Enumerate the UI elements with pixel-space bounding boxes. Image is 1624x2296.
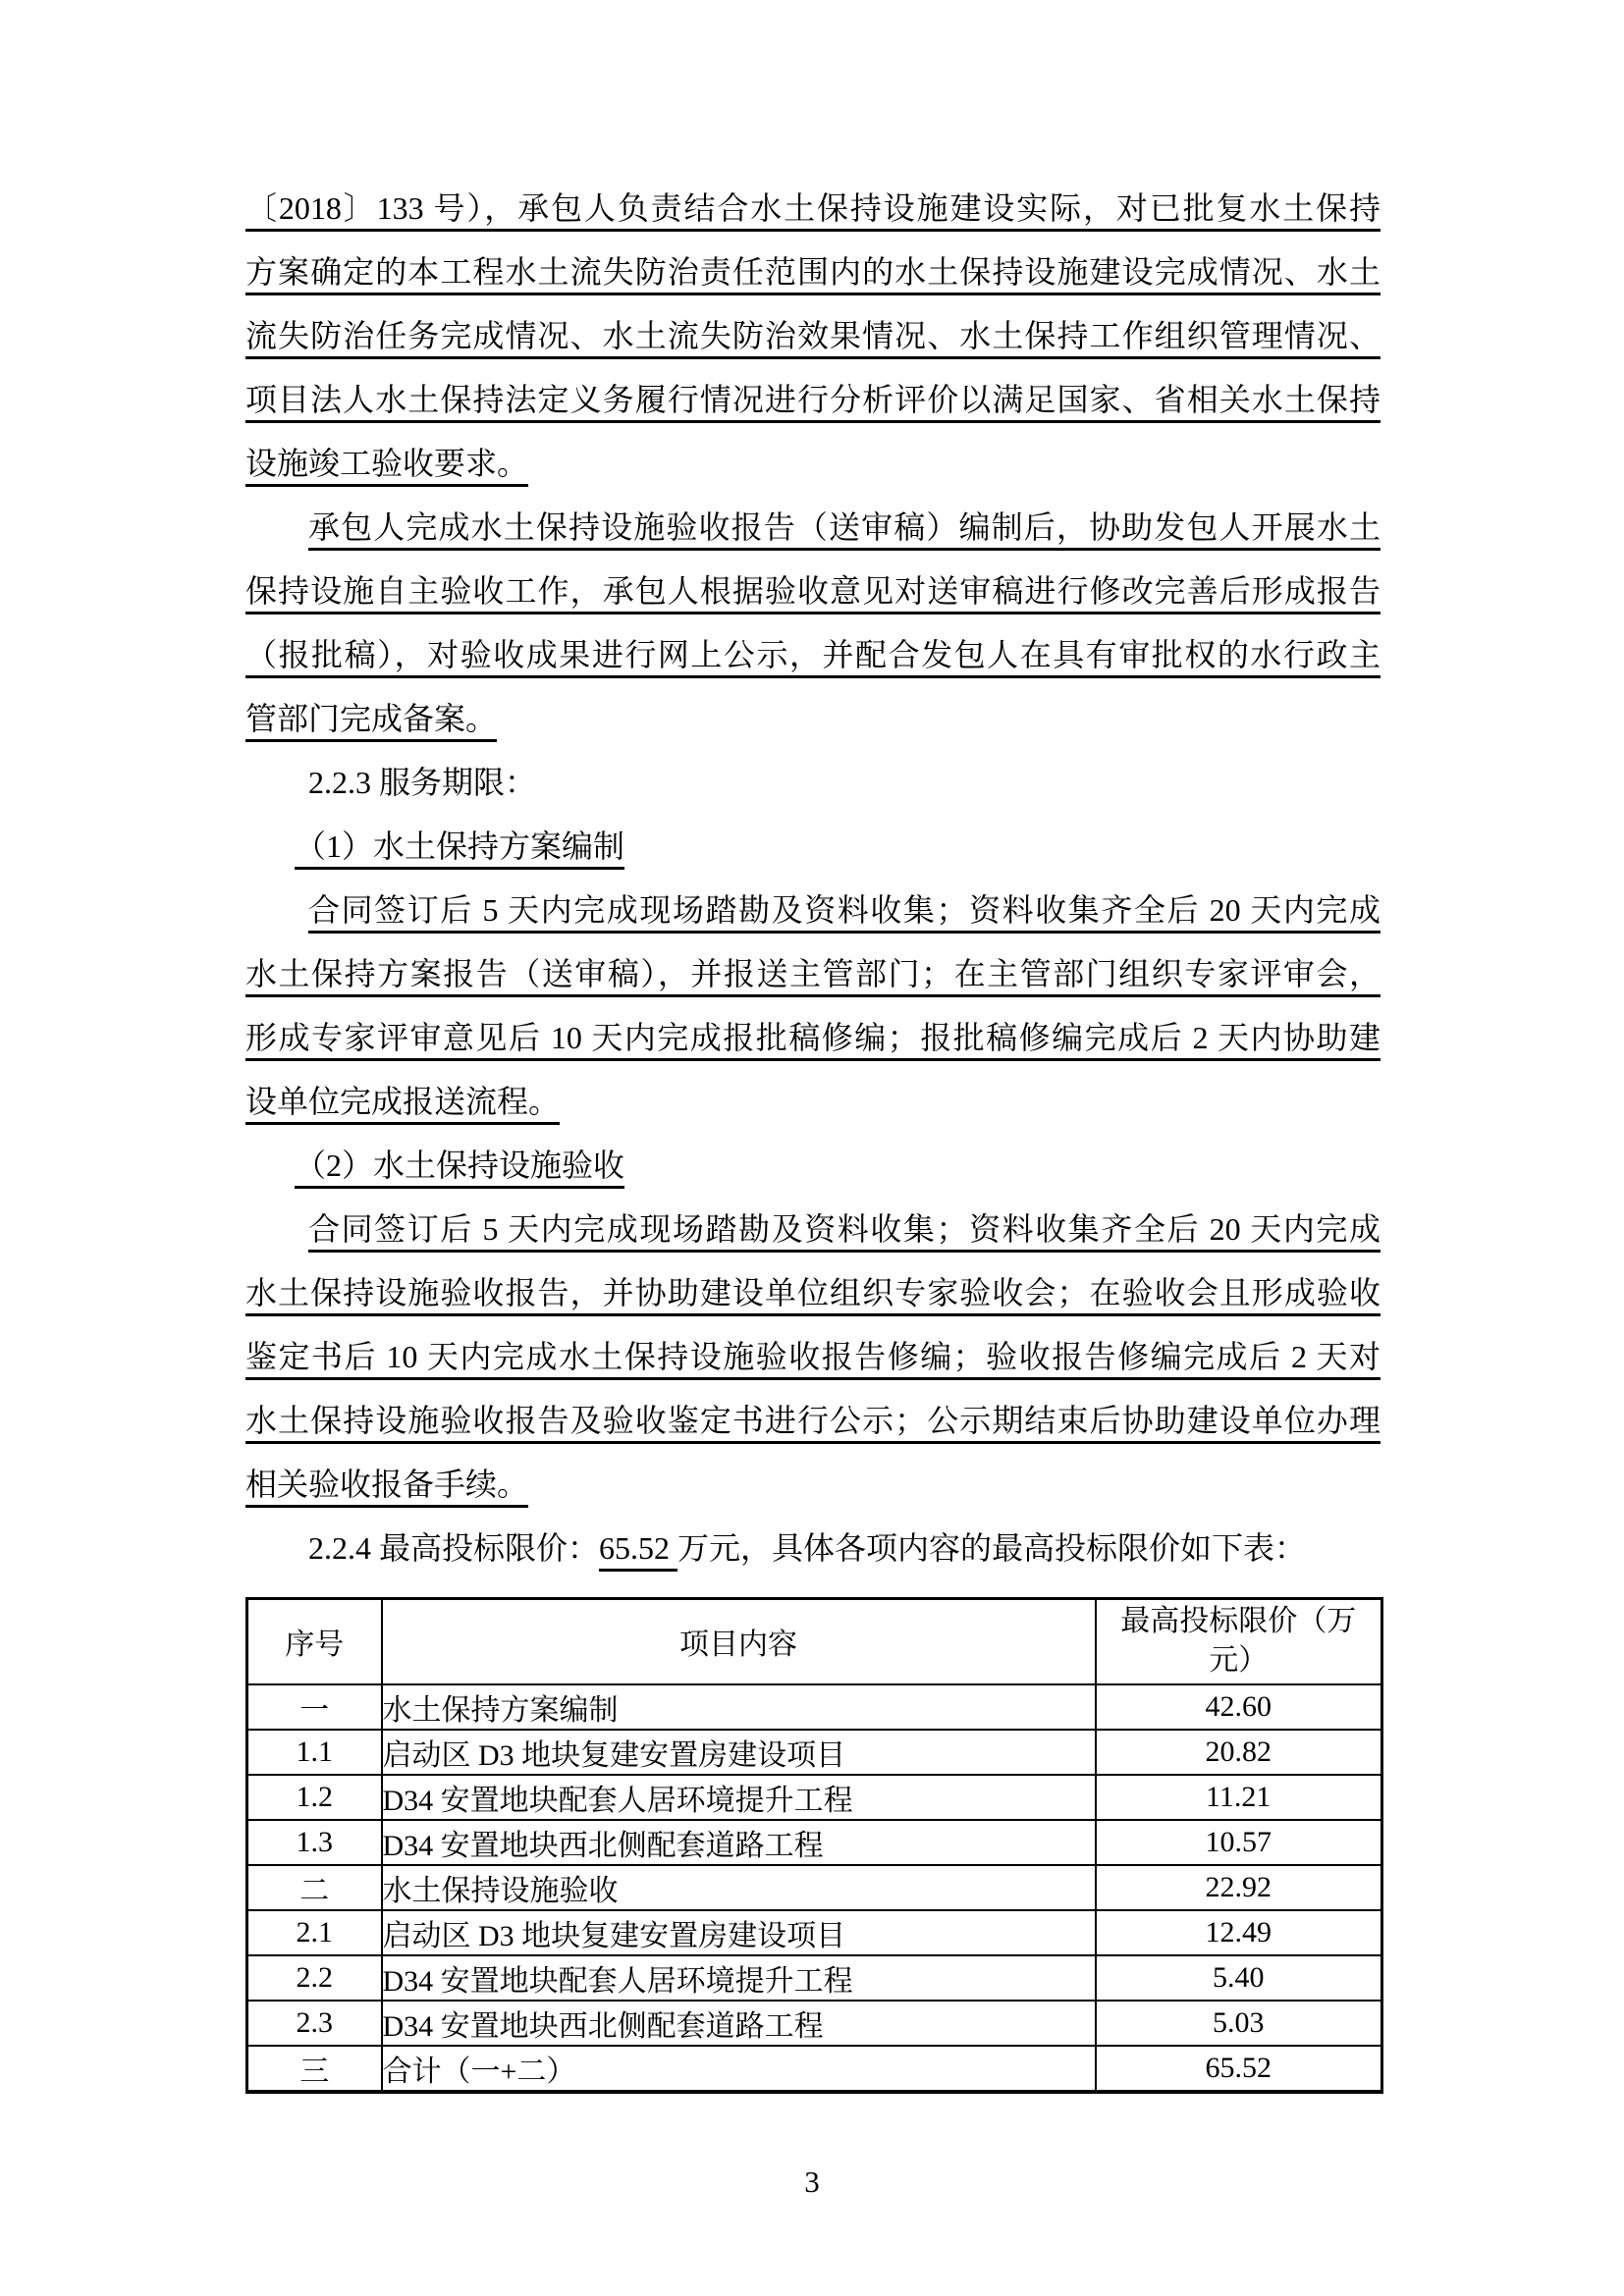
text-line: 〔2018〕133 号），承包人负责结合水土保持设施建设实际，对已批复水土保持 <box>245 190 1380 226</box>
cell-serial: 2.1 <box>247 1910 382 1955</box>
cell-item: D34 安置地块西北侧配套道路工程 <box>382 2001 1096 2046</box>
paragraph-plan-schedule <box>245 879 1380 1134</box>
text-line: 相关验收报备手续。 <box>245 1467 529 1502</box>
table-row <box>247 1955 1382 2001</box>
cell-price: 20.82 <box>1096 1730 1382 1775</box>
text-line: 设施竣工验收要求。 <box>245 446 529 481</box>
text-line: 水土保持方案报告（送审稿），并报送主管部门；在主管部门组织专家评审会， <box>245 956 1380 991</box>
bid-price-table <box>245 1597 1383 2094</box>
cell-item: 合计（一+二） <box>382 2046 1096 2092</box>
table-row <box>247 2046 1382 2092</box>
max-bid-price-label: 2.2.4 最高投标限价： <box>308 1530 600 1566</box>
text-line: 承包人完成水土保持设施验收报告（送审稿）编制后，协助发包人开展水土 <box>308 509 1380 545</box>
text-line: 鉴定书后 10 天内完成水土保持设施验收报告修编；验收报告修编完成后 2 天对 <box>245 1339 1380 1374</box>
table-row <box>247 1730 1382 1775</box>
cell-price: 65.52 <box>1096 2046 1382 2092</box>
paragraph-acceptance-report <box>245 496 1380 751</box>
table-header-row <box>247 1599 1382 1684</box>
header-max-bid-price: 最高投标限价（万元） <box>1096 1599 1382 1684</box>
table-row <box>247 2001 1382 2046</box>
heading-service-period: 2.2.3 服务期限： <box>308 765 537 800</box>
text-line: 合同签订后 5 天内完成现场踏勘及资料收集；资料收集齐全后 20 天内完成 <box>308 892 1380 928</box>
header-serial-number: 序号 <box>247 1599 382 1684</box>
table-row <box>247 1684 1382 1730</box>
text-line: （报批稿），对验收成果进行网上公示，并配合发包人在具有审批权的水行政主 <box>245 637 1380 672</box>
max-bid-price-value: 65.52 <box>599 1530 671 1566</box>
cell-serial: 三 <box>247 2046 382 2092</box>
cell-price: 10.57 <box>1096 1820 1382 1865</box>
cell-item: 水土保持方案编制 <box>382 1684 1096 1730</box>
cell-price: 11.21 <box>1096 1775 1382 1820</box>
cell-item: 启动区 D3 地块复建安置房建设项目 <box>382 1910 1096 1955</box>
text-line: 合同签订后 5 天内完成现场踏勘及资料收集；资料收集齐全后 20 天内完成 <box>308 1211 1380 1247</box>
text-line: 水土保持设施验收报告，并协助建设单位组织专家验收会；在验收会且形成验收 <box>245 1275 1380 1310</box>
text-line: 保持设施自主验收工作，承包人根据验收意见对送审稿进行修改完善后形成报告 <box>245 573 1380 609</box>
paragraph-appraisal <box>245 177 1380 496</box>
cell-item: 水土保持设施验收 <box>382 1865 1096 1910</box>
cell-price: 12.49 <box>1096 1910 1382 1955</box>
cell-serial: 二 <box>247 1865 382 1910</box>
content-block <box>245 177 1380 1580</box>
text-line: 形成专家评审意见后 10 天内完成报批稿修编；报批稿修编完成后 2 天内协助建 <box>245 1020 1380 1055</box>
text-line: 水土保持设施验收报告及验收鉴定书进行公示；公示期结束后协助建设单位办理 <box>245 1403 1380 1438</box>
table-row <box>247 1775 1382 1820</box>
cell-item: D34 安置地块西北侧配套道路工程 <box>382 1820 1096 1865</box>
line-max-bid-price <box>245 1517 1380 1580</box>
subheading-facility-acceptance: （2）水土保持设施验收 <box>295 1148 625 1183</box>
table-row <box>247 1865 1382 1910</box>
text-line: 管部门完成备案。 <box>245 701 498 736</box>
cell-price: 5.40 <box>1096 1955 1382 2001</box>
cell-price: 42.60 <box>1096 1684 1382 1730</box>
header-item-content: 项目内容 <box>382 1599 1096 1684</box>
text-line: 设单位完成报送流程。 <box>245 1084 561 1119</box>
table-row <box>247 1910 1382 1955</box>
table-row <box>247 1820 1382 1865</box>
cell-serial: 2.2 <box>247 1955 382 2001</box>
cell-serial: 1.1 <box>247 1730 382 1775</box>
subheading-plan-compilation: （1）水土保持方案编制 <box>295 828 625 864</box>
cell-price: 5.03 <box>1096 2001 1382 2046</box>
cell-serial: 一 <box>247 1684 382 1730</box>
text-line: 流失防治任务完成情况、水土流失防治效果情况、水土保持工作组织管理情况、 <box>245 318 1380 353</box>
cell-item: D34 安置地块配套人居环境提升工程 <box>382 1775 1096 1820</box>
cell-serial: 2.3 <box>247 2001 382 2046</box>
page-number: 3 <box>804 2164 820 2199</box>
max-bid-price-suffix: 万元，具体各项内容的最高投标限价如下表： <box>677 1530 1307 1566</box>
cell-serial: 1.2 <box>247 1775 382 1820</box>
cell-serial: 1.3 <box>247 1820 382 1865</box>
cell-item: D34 安置地块配套人居环境提升工程 <box>382 1955 1096 2001</box>
cell-price: 22.92 <box>1096 1865 1382 1910</box>
text-line: 项目法人水土保持法定义务履行情况进行分析评价以满足国家、省相关水土保持 <box>245 382 1380 417</box>
text-line: 方案确定的本工程水土流失防治责任范围内的水土保持设施建设完成情况、水土 <box>245 254 1380 290</box>
cell-item: 启动区 D3 地块复建安置房建设项目 <box>382 1730 1096 1775</box>
paragraph-acceptance-schedule <box>245 1198 1380 1517</box>
underline-spacer <box>670 1530 677 1566</box>
